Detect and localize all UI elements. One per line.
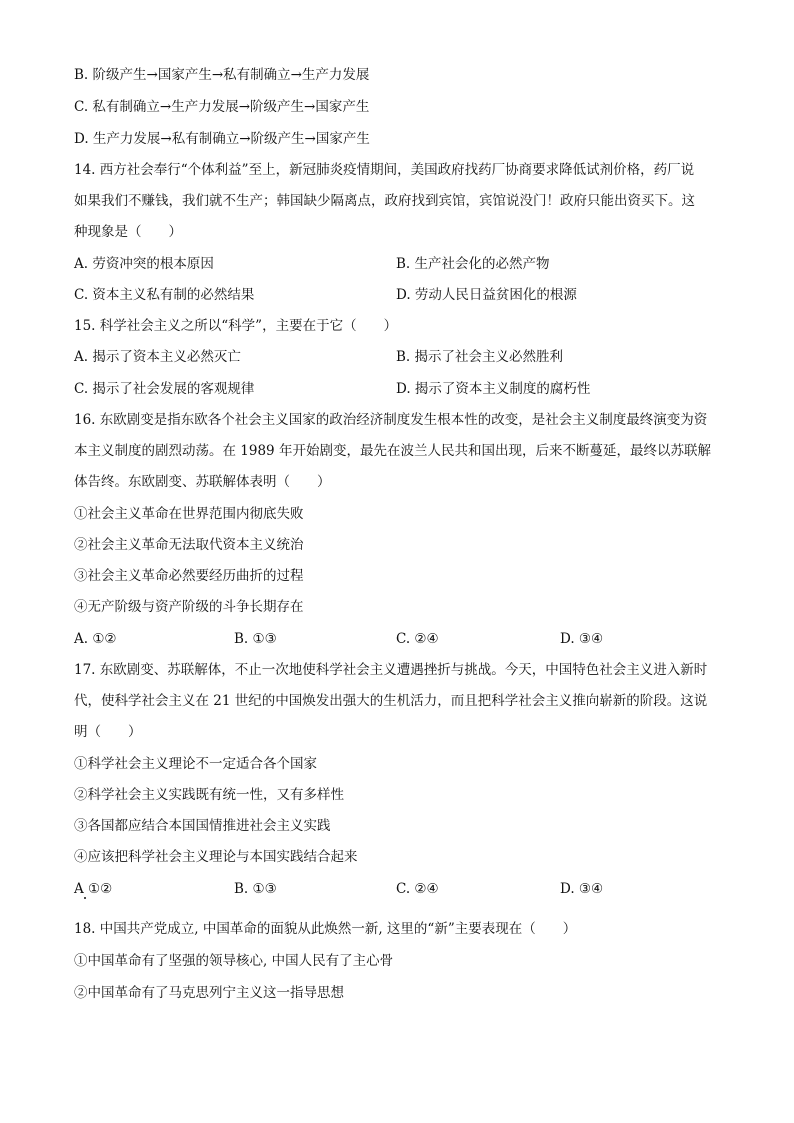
q16-item-4: ④无产阶级与资产阶级的斗争长期存在	[74, 599, 304, 615]
q17-option-b: B. ①③	[234, 881, 277, 897]
q14-stem-line-2: 如果我们不赚钱，我们就不生产；韩国缺少隔离点，政府找到宾馆，宾馆说没门！政府只能出资买下。这	[74, 193, 695, 209]
q16-item-2: ②社会主义革命无法取代资本主义统治	[74, 537, 304, 553]
q17-option-a: A ①②	[74, 881, 113, 897]
q14-option-a: A. 劳资冲突的根本原因	[74, 256, 214, 272]
q17-item-1: ①科学社会主义理论不一定适合各个国家	[74, 756, 317, 772]
q14-option-c: C. 资本主义私有制的必然结果	[74, 287, 255, 303]
stray-dot-mark	[84, 897, 86, 899]
q17-option-c: C. ②④	[396, 881, 439, 897]
q15-option-c: C. 揭示了社会发展的客观规律	[74, 381, 255, 397]
q17-stem-line-1: 17. 东欧剧变、苏联解体，不止一次地使科学社会主义遭遇挫折与挑战。今天，中国特色社会主义进入新时	[74, 662, 708, 678]
q16-option-b: B. ①③	[234, 631, 277, 647]
q13-option-b: B. 阶级产生→国家产生→私有制确立→生产力发展	[74, 67, 370, 83]
q14-option-d: D. 劳动人民日益贫困化的根源	[396, 287, 577, 303]
q17-item-3: ③各国都应结合本国国情推进社会主义实践	[74, 818, 331, 834]
q14-stem-line-3: 种现象是（ ）	[74, 224, 182, 240]
q18-item-1: ①中国革命有了坚强的领导核心, 中国人民有了主心骨	[74, 953, 394, 969]
q18-stem: 18. 中国共产党成立, 中国革命的面貌从此焕然一新, 这里的“新”主要表现在（ ）	[74, 921, 577, 937]
q15-stem: 15. 科学社会主义之所以“科学”，主要在于它（ ）	[74, 318, 398, 334]
q17-item-4: ④应该把科学社会主义理论与本国实践结合起来	[74, 849, 358, 865]
q17-stem-line-2: 代，使科学社会主义在 21 世纪的中国焕发出强大的生机活力，而且把科学社会主义推向崭新的阶段。这说	[74, 693, 708, 709]
q16-stem-line-2: 本主义制度的剧烈动荡。在 1989 年开始剧变，最先在波兰人民共和国出现，后来不断蔓延，最终以苏联解	[74, 443, 711, 459]
q16-stem-line-3: 体告终。东欧剧变、苏联解体表明（ ）	[74, 474, 331, 490]
q13-option-d: D. 生产力发展→私有制确立→阶级产生→国家产生	[74, 131, 370, 147]
q13-option-c: C. 私有制确立→生产力发展→阶级产生→国家产生	[74, 99, 370, 115]
q17-stem-line-3: 明（ ）	[74, 724, 142, 740]
q17-option-d: D. ③④	[560, 881, 604, 897]
q18-item-2: ②中国革命有了马克思列宁主义这一指导思想	[74, 985, 344, 1001]
q14-stem-line-1: 14. 西方社会奉行“个体利益”至上，新冠肺炎疫情期间，美国政府找药厂协商要求降低试剂价格，药厂说	[74, 162, 695, 178]
q16-item-1: ①社会主义革命在世界范围内彻底失败	[74, 506, 304, 522]
q15-option-b: B. 揭示了社会主义必然胜利	[396, 349, 564, 365]
q16-item-3: ③社会主义革命必然要经历曲折的过程	[74, 568, 304, 584]
q16-option-c: C. ②④	[396, 631, 439, 647]
q17-item-2: ②科学社会主义实践既有统一性，又有多样性	[74, 787, 344, 803]
q16-option-a: A. ①②	[74, 631, 117, 647]
q14-option-b: B. 生产社会化的必然产物	[396, 256, 550, 272]
q16-stem-line-1: 16. 东欧剧变是指东欧各个社会主义国家的政治经济制度发生根本性的改变，是社会主义制度最终演变为资	[74, 412, 708, 428]
q15-option-d: D. 揭示了资本主义制度的腐朽性	[396, 381, 591, 397]
q16-option-d: D. ③④	[560, 631, 604, 647]
q15-option-a: A. 揭示了资本主义必然灭亡	[74, 349, 241, 365]
